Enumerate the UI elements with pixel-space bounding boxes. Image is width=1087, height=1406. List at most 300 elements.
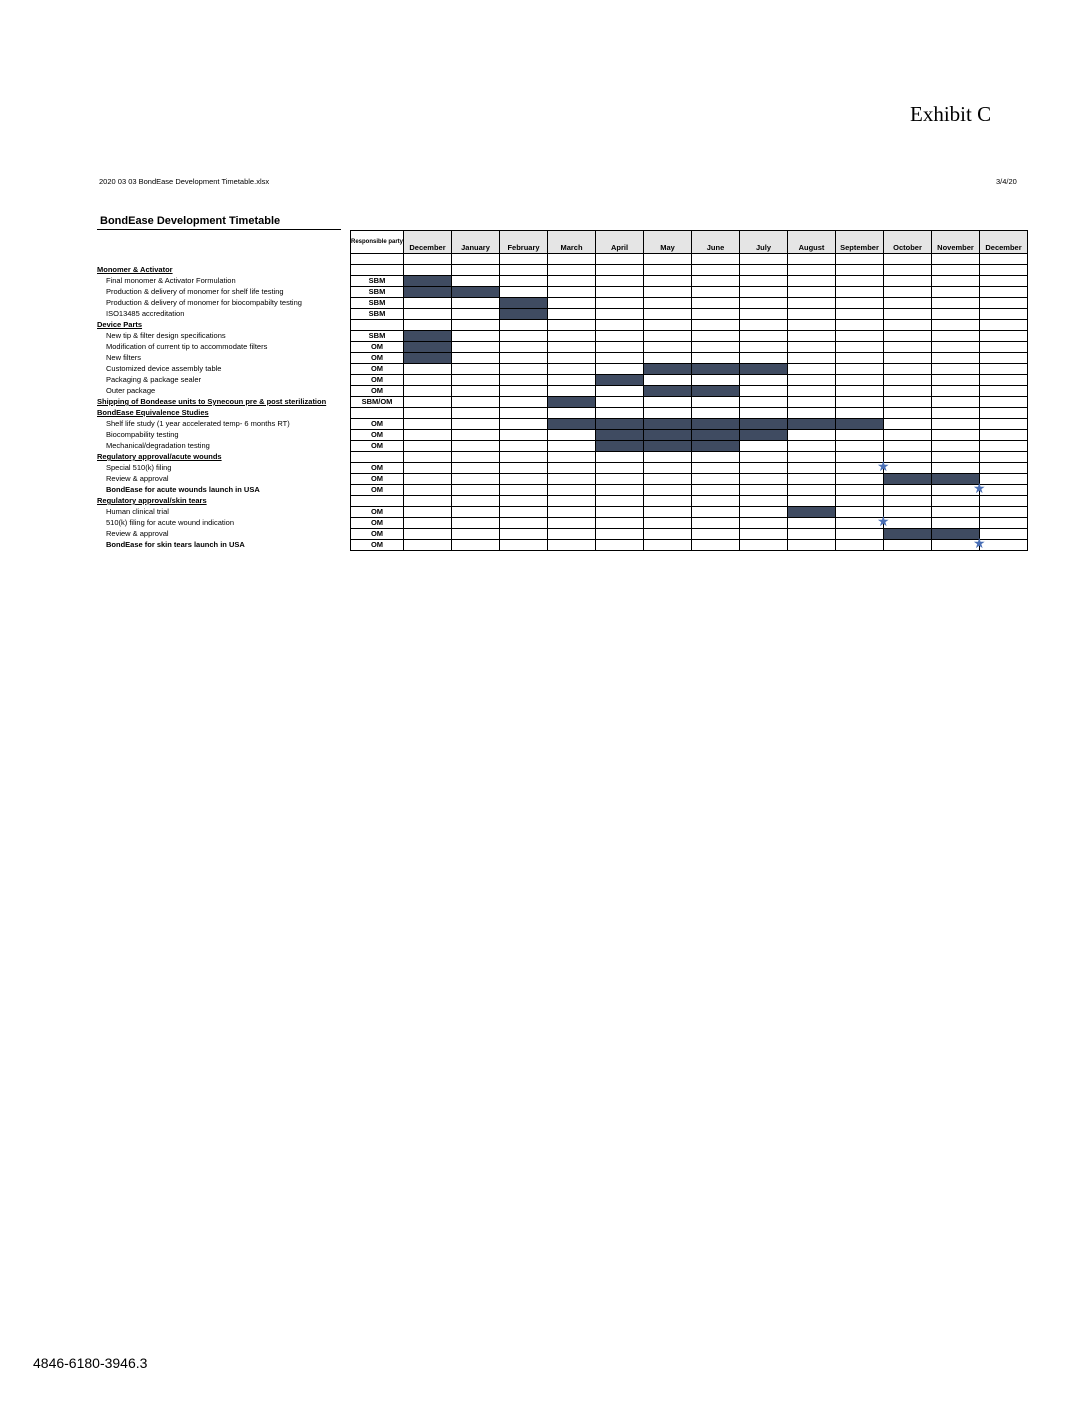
gantt-cell [884, 452, 932, 463]
gantt-cell [644, 540, 692, 551]
gantt-cell [836, 287, 884, 298]
task-label: Shelf life study (1 year accelerated temp- 6 months RT) [106, 419, 290, 428]
gantt-cell [500, 485, 548, 496]
gantt-cell [980, 254, 1028, 265]
gantt-cell [788, 298, 836, 309]
gantt-cell [500, 331, 548, 342]
gantt-cell [740, 298, 788, 309]
gantt-cell [788, 320, 836, 331]
gantt-cell [932, 276, 980, 287]
gantt-cell [836, 397, 884, 408]
gantt-cell [884, 265, 932, 276]
gantt-cell [596, 485, 644, 496]
gantt-cell [452, 353, 500, 364]
gantt-cell [548, 331, 596, 342]
responsible-party [351, 496, 404, 507]
gantt-cell [548, 441, 596, 452]
gantt-cell [836, 375, 884, 386]
gantt-cell [452, 485, 500, 496]
month-header: February [500, 231, 548, 254]
gantt-cell [932, 298, 980, 309]
month-header: September [836, 231, 884, 254]
gantt-cell [596, 254, 644, 265]
gantt-cell [740, 309, 788, 320]
gantt-cell [692, 287, 740, 298]
gantt-cell [452, 540, 500, 551]
gantt-cell [836, 265, 884, 276]
responsible-party: SBM [351, 309, 404, 320]
gantt-cell [404, 496, 452, 507]
gantt-cell [596, 540, 644, 551]
gantt-cell [932, 364, 980, 375]
gantt-cell [596, 265, 644, 276]
gantt-cell [884, 496, 932, 507]
gantt-cell [980, 518, 1028, 529]
responsible-party: SBM [351, 287, 404, 298]
gantt-cell [980, 265, 1028, 276]
gantt-cell [548, 496, 596, 507]
gantt-cell [644, 507, 692, 518]
gantt-bar [884, 474, 932, 485]
gantt-bar [500, 298, 548, 309]
gantt-body [97, 254, 1028, 551]
gantt-cell [404, 507, 452, 518]
gantt-cell [596, 364, 644, 375]
gantt-cell [740, 408, 788, 419]
gantt-cell [740, 353, 788, 364]
gantt-cell [788, 353, 836, 364]
task-label: Production & delivery of monomer for biocompabilty testing [106, 298, 302, 307]
task-label: Mechanical/degradation testing [106, 441, 210, 450]
gantt-cell [788, 397, 836, 408]
gantt-cell [644, 265, 692, 276]
task-label: Review & approval [106, 529, 169, 538]
gantt-cell [692, 375, 740, 386]
gantt-cell [500, 408, 548, 419]
gantt-cell [884, 430, 932, 441]
table-row [97, 353, 1028, 364]
month-header: August [788, 231, 836, 254]
gantt-cell [932, 463, 980, 474]
responsible-party: OM [351, 364, 404, 375]
gantt-cell [548, 408, 596, 419]
gantt-cell [548, 276, 596, 287]
gantt-cell [452, 474, 500, 485]
gantt-cell [596, 408, 644, 419]
gantt-cell [500, 397, 548, 408]
gantt-cell [692, 496, 740, 507]
gantt-cell [452, 320, 500, 331]
gantt-cell [596, 276, 644, 287]
gantt-cell [500, 496, 548, 507]
table-row [97, 375, 1028, 386]
gantt-cell [932, 309, 980, 320]
responsible-party: OM [351, 375, 404, 386]
task-label: New tip & filter design specifications [106, 331, 226, 340]
gantt-bar [884, 529, 932, 540]
responsible-party [351, 254, 404, 265]
gantt-cell [740, 386, 788, 397]
gantt-cell [452, 529, 500, 540]
gantt-bar [596, 419, 644, 430]
gantt-cell [452, 419, 500, 430]
gantt-cell [692, 276, 740, 287]
gantt-cell [548, 518, 596, 529]
gantt-cell [548, 287, 596, 298]
gantt-cell [932, 397, 980, 408]
gantt-cell [932, 518, 980, 529]
gantt-bar [692, 386, 740, 397]
gantt-cell [548, 485, 596, 496]
gantt-cell [932, 265, 980, 276]
document-number: 4846-6180-3946.3 [33, 1355, 148, 1371]
gantt-cell [452, 265, 500, 276]
gantt-cell [404, 430, 452, 441]
gantt-cell [404, 298, 452, 309]
table-row [97, 441, 1028, 452]
file-name: 2020 03 03 BondEase Development Timetable.xlsx [99, 177, 270, 186]
gantt-cell [596, 309, 644, 320]
gantt-cell [644, 408, 692, 419]
gantt-cell [980, 276, 1028, 287]
gantt-bar [644, 430, 692, 441]
month-header: November [932, 231, 980, 254]
gantt-bar [644, 386, 692, 397]
gantt-cell [404, 529, 452, 540]
gantt-bar [644, 419, 692, 430]
gantt-cell [788, 265, 836, 276]
gantt-cell [980, 375, 1028, 386]
gantt-bar [404, 331, 452, 342]
gantt-cell [788, 375, 836, 386]
gantt-cell [884, 364, 932, 375]
responsible-party [351, 320, 404, 331]
task-label: Shipping of Bondease units to Synecoun pre & post sterilization [97, 397, 327, 406]
gantt-table [97, 230, 1028, 551]
gantt-cell [548, 254, 596, 265]
gantt-cell [788, 408, 836, 419]
task-label: Customized device assembly table [106, 364, 222, 373]
gantt-cell [692, 540, 740, 551]
gantt-cell [500, 364, 548, 375]
gantt-cell [884, 375, 932, 386]
gantt-cell [980, 430, 1028, 441]
table-row [97, 496, 1028, 507]
gantt-cell [548, 540, 596, 551]
gantt-cell [884, 353, 932, 364]
gantt-cell [980, 287, 1028, 298]
table-row [97, 463, 1028, 474]
gantt-cell [788, 364, 836, 375]
gantt-cell [500, 265, 548, 276]
gantt-cell [500, 342, 548, 353]
table-row [97, 276, 1028, 287]
gantt-cell [980, 386, 1028, 397]
gantt-bar [452, 287, 500, 298]
gantt-bar [548, 397, 596, 408]
gantt-cell [644, 375, 692, 386]
gantt-cell [884, 540, 932, 551]
gantt-cell [884, 408, 932, 419]
gantt-cell [836, 331, 884, 342]
gantt-cell [452, 386, 500, 397]
gantt-cell [548, 265, 596, 276]
table-row [97, 518, 1028, 529]
gantt-cell [788, 430, 836, 441]
gantt-cell [596, 331, 644, 342]
gantt-cell [596, 298, 644, 309]
responsible-party: SBM [351, 331, 404, 342]
gantt-bar [692, 364, 740, 375]
gantt-cell [692, 507, 740, 518]
gantt-bar [788, 507, 836, 518]
gantt-cell [788, 463, 836, 474]
gantt-cell [596, 320, 644, 331]
party-header: Responsible party [351, 231, 404, 254]
gantt-cell [740, 265, 788, 276]
gantt-cell [404, 485, 452, 496]
gantt-cell [548, 298, 596, 309]
gantt-cell [740, 507, 788, 518]
section-heading: Device Parts [97, 320, 143, 329]
gantt-cell [692, 254, 740, 265]
gantt-cell [692, 298, 740, 309]
task-label: BondEase for acute wounds launch in USA [106, 485, 260, 494]
table-row [97, 419, 1028, 430]
table-row [97, 298, 1028, 309]
gantt-cell [644, 529, 692, 540]
responsible-party: SBM [351, 298, 404, 309]
gantt-cell [500, 540, 548, 551]
responsible-party: OM [351, 507, 404, 518]
gantt-cell [452, 496, 500, 507]
gantt-bar [596, 441, 644, 452]
gantt-cell [644, 485, 692, 496]
gantt-bar [644, 441, 692, 452]
gantt-cell [500, 375, 548, 386]
gantt-cell [452, 364, 500, 375]
responsible-party: SBM [351, 276, 404, 287]
milestone-star-icon: ★ [973, 480, 986, 496]
gantt-cell [932, 287, 980, 298]
gantt-cell [500, 254, 548, 265]
gantt-cell [932, 375, 980, 386]
gantt-cell [932, 452, 980, 463]
gantt-cell [548, 342, 596, 353]
responsible-party: OM [351, 474, 404, 485]
task-label: Outer package [106, 386, 156, 395]
gantt-cell [836, 254, 884, 265]
gantt-cell [404, 320, 452, 331]
section-heading: Regulatory approval/skin tears [97, 496, 207, 505]
gantt-cell [788, 452, 836, 463]
task-label: Biocompability testing [106, 430, 179, 439]
gantt-cell [548, 353, 596, 364]
table-row [97, 529, 1028, 540]
gantt-cell [884, 309, 932, 320]
gantt-cell [836, 540, 884, 551]
gantt-cell [500, 529, 548, 540]
gantt-cell [740, 540, 788, 551]
gantt-cell [404, 265, 452, 276]
gantt-cell [452, 254, 500, 265]
table-row [97, 254, 1028, 265]
timetable-title: BondEase Development Timetable [100, 215, 281, 227]
task-label: 510(k) filing for acute wound indication [106, 518, 234, 527]
gantt-bar [692, 430, 740, 441]
gantt-cell [836, 342, 884, 353]
gantt-bar [500, 309, 548, 320]
gantt-cell [980, 342, 1028, 353]
gantt-cell [404, 463, 452, 474]
gantt-cell [836, 485, 884, 496]
gantt-cell [788, 309, 836, 320]
gantt-cell [452, 430, 500, 441]
gantt-cell [884, 331, 932, 342]
gantt-bar [404, 353, 452, 364]
table-row [97, 430, 1028, 441]
gantt-cell [692, 320, 740, 331]
gantt-bar [548, 419, 596, 430]
gantt-bar [404, 276, 452, 287]
gantt-cell [404, 364, 452, 375]
month-header: December [980, 231, 1028, 254]
gantt-cell [500, 507, 548, 518]
gantt-cell [788, 386, 836, 397]
gantt-bar [692, 441, 740, 452]
gantt-cell [596, 529, 644, 540]
gantt-cell [404, 452, 452, 463]
responsible-party: OM [351, 518, 404, 529]
gantt-cell [980, 298, 1028, 309]
gantt-cell [980, 408, 1028, 419]
gantt-cell [788, 518, 836, 529]
gantt-cell [644, 518, 692, 529]
gantt-cell [740, 529, 788, 540]
gantt-bar [836, 419, 884, 430]
table-row [97, 408, 1028, 419]
responsible-party: OM [351, 342, 404, 353]
task-label: Review & approval [106, 474, 169, 483]
table-row [97, 364, 1028, 375]
month-header: July [740, 231, 788, 254]
gantt-cell [692, 463, 740, 474]
milestone-star-icon: ★ [877, 513, 890, 529]
gantt-cell [884, 507, 932, 518]
gantt-cell [404, 518, 452, 529]
task-label: Production & delivery of monomer for shelf life testing [106, 287, 284, 296]
gantt-cell [932, 342, 980, 353]
gantt-cell [548, 375, 596, 386]
gantt-bar [788, 419, 836, 430]
gantt-cell [452, 331, 500, 342]
gantt-cell [644, 298, 692, 309]
gantt-bar [644, 364, 692, 375]
gantt-cell [692, 342, 740, 353]
gantt-cell [973, 480, 1028, 496]
responsible-party: OM [351, 529, 404, 540]
gantt-cell [980, 452, 1028, 463]
gantt-cell [596, 452, 644, 463]
gantt-bar [740, 419, 788, 430]
gantt-cell [692, 397, 740, 408]
gantt-cell [788, 529, 836, 540]
gantt-cell [740, 485, 788, 496]
table-row [97, 397, 1028, 408]
section-heading: BondEase Equivalence Studies [97, 408, 209, 417]
gantt-cell [644, 474, 692, 485]
gantt-cell [740, 496, 788, 507]
gantt-cell [932, 386, 980, 397]
gantt-cell [740, 320, 788, 331]
gantt-bar [692, 419, 740, 430]
gantt-cell [596, 496, 644, 507]
gantt-cell [836, 353, 884, 364]
gantt-cell [548, 430, 596, 441]
gantt-cell [980, 496, 1028, 507]
gantt-cell [500, 320, 548, 331]
gantt-cell [932, 441, 980, 452]
gantt-cell [836, 441, 884, 452]
gantt-cell [500, 441, 548, 452]
gantt-cell [740, 452, 788, 463]
gantt-cell [500, 474, 548, 485]
gantt-cell [740, 474, 788, 485]
task-label: ISO13485 accreditation [106, 309, 185, 318]
responsible-party [351, 408, 404, 419]
gantt-cell [596, 474, 644, 485]
gantt-bar [740, 364, 788, 375]
month-header: October [884, 231, 932, 254]
gantt-bar [404, 342, 452, 353]
gantt-cell [452, 441, 500, 452]
gantt-cell [740, 254, 788, 265]
month-header: June [692, 231, 740, 254]
gantt-cell [980, 463, 1028, 474]
gantt-cell [932, 507, 980, 518]
gantt-cell [452, 309, 500, 320]
gantt-cell [932, 430, 980, 441]
table-row [97, 386, 1028, 397]
gantt-cell [644, 463, 692, 474]
gantt-cell [980, 397, 1028, 408]
gantt-cell [644, 452, 692, 463]
gantt-cell [980, 309, 1028, 320]
gantt-cell [452, 276, 500, 287]
table-row [97, 309, 1028, 320]
gantt-cell [500, 452, 548, 463]
responsible-party: OM [351, 430, 404, 441]
gantt-cell [596, 397, 644, 408]
gantt-cell [548, 364, 596, 375]
gantt-cell [932, 408, 980, 419]
responsible-party: OM [351, 485, 404, 496]
gantt-bar [740, 430, 788, 441]
gantt-cell [548, 452, 596, 463]
gantt-cell [452, 518, 500, 529]
gantt-cell [596, 463, 644, 474]
gantt-cell [692, 265, 740, 276]
gantt-cell [452, 408, 500, 419]
milestone-star-icon: ★ [877, 458, 890, 474]
month-header: January [452, 231, 500, 254]
gantt-cell [692, 353, 740, 364]
gantt-cell [500, 419, 548, 430]
table-row [97, 265, 1028, 276]
print-date: 3/4/20 [996, 177, 1017, 186]
gantt-cell [404, 419, 452, 430]
header-row [97, 231, 1028, 254]
